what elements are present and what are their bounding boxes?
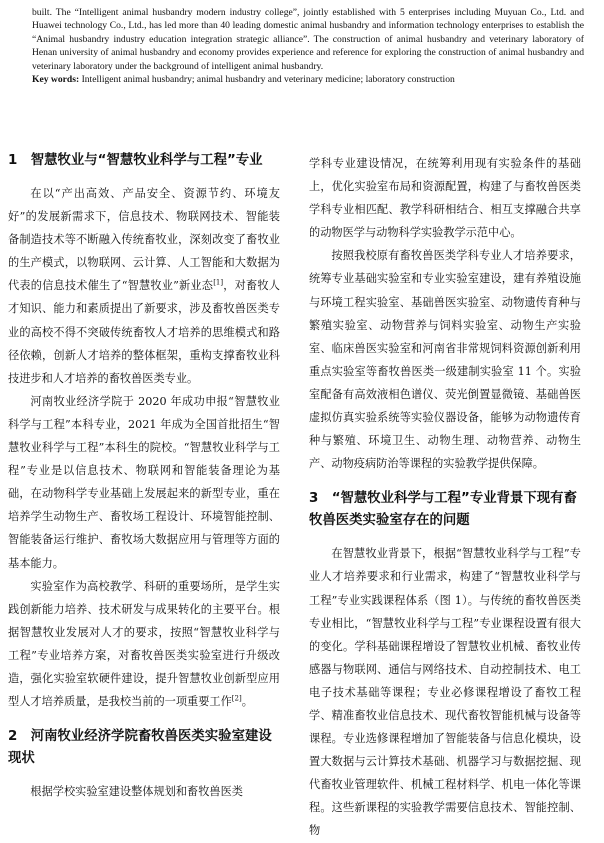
paragraph-5: 按照我校原有畜牧兽医类学科专业人才培养要求，统筹专业基础实验室和专业实验室建设，建有养殖设施与环境工程实验室、基础兽医实验室、动物遗传育种与繁殖实验室、动物营养与饲料实验室、动物生产实验室、临床兽医实验室和河南省非常规饲料资源创新利用重点实验室等畜牧兽医类一级建制实验室 11 个。实验室配备有高效液相色谱仪、荧光倒置显微镜、基础兽医虚拟仿真实验系统等实验仪器设备，能够为动物遗传育种与繁殖、环境卫生、动物生理、动物营养、动物生产、动物疫病防治等课程的实验教学提供保障。 — [309, 249, 581, 471]
citation-2: [2] — [231, 694, 242, 703]
right-column — [309, 152, 581, 843]
keywords-line — [32, 73, 584, 86]
paragraph-1-text: 在以“产出高效、产品安全、资源节约、环境友好”的发展新需求下，信息技术、物联网技术、智能装备制造技术等不断融入传统畜牧业，深刻改变了畜牧业的生产模式，以物联网、云计算、人工智能和大数据为代表的信息技术催生了“智慧牧业”新业态 — [8, 187, 280, 293]
keywords-label: Key words: — [32, 74, 80, 86]
paragraph-4-continued: 学科专业建设情况，在统筹利用现有实验条件的基础上，优化实验室布局和资源配置，构建了与畜牧兽医类学科专业相匹配、教学科研相结合、相互支撑融合共享的动物医学与动物科学实验教学示范中心。 — [309, 157, 581, 240]
paragraph-3 — [8, 575, 280, 714]
left-column — [8, 150, 280, 803]
abstract-block — [32, 6, 584, 86]
abstract-body: built. The “Intelligent animal husbandry modern industry college”, jointly established with 5 enterprises including Muyuan Co., Ltd. and Huawei technology Co., Ltd., has led more than 40 leading domestic animal husbandry and information technology enterprises to establish the “Animal husbandry industry education integration strategic alliance”. The construction of animal husbandry and veterinary laboratory of Henan university of animal husbandry and economy provides experience and reference for exploring the construction of animal husbandry and veterinary laboratory under the background of intelligent animal husbandry. — [32, 7, 584, 72]
paragraph-4: 根据学校实验室建设整体规划和畜牧兽医类 — [30, 785, 243, 799]
citation-1: [1] — [213, 278, 224, 287]
keywords-text: Intelligent animal husbandry; animal husbandry and veterinary medicine; laboratory construction — [79, 74, 455, 86]
paragraph-3-text: 实验室作为高校教学、科研的重要场所，是学生实践创新能力培养、技术研发与成果转化的主要平台。根据智慧牧业发展对人才的要求，按照“智慧牧业科学与工程”专业培养方案，对畜牧兽医类实验室进行升级改造，强化实验室软硬件建设，提升智慧牧业创新型应用型人才培养质量，是我校当前的一项重要工作 — [8, 579, 280, 709]
paragraph-1 — [8, 182, 280, 390]
paragraph-6: 在智慧牧业背景下，根据“智慧牧业科学与工程”专业人才培养要求和行业需求，构建了“智慧牧业科学与工程”专业实践课程体系（图 1）。与传统的畜牧兽医类专业相比，“智慧牧业科学与工程”专业课程设置有很大的变化。学科基础课程增设了智慧牧业机械、畜牧业传感器与物联网、通信与网络技术、自动控制技术、电工电子技术基础等课程；专业必修课程增设了畜牧工程学、精准畜牧业信息技术、现代畜牧智能机械与设备等课程。专业选修课程增加了智能装备与信息化模块，设置大数据与云计算技术基础、机器学习与数据挖掘、现代畜牧业管理软件、机械工程材料学、机电一体化等课程。这些新课程的实验教学需要信息技术、智能控制、物 — [309, 547, 581, 838]
section-3-title: 3 “智慧牧业科学与工程”专业背景下现有畜牧兽医类实验室存在的问题 — [309, 491, 577, 529]
section-1-title: 1 智慧牧业与“智慧牧业科学与工程”专业 — [8, 153, 263, 168]
paragraph-2: 河南牧业经济学院于 2020 年成功申报“智慧牧业科学与工程”本科专业，2021 年成为全国首批招生“智慧牧业科学与工程”本科生的院校。“智慧牧业科学与工程”专业是以信息技术、物联网和智能装备理论为基础，在动物科学专业基础上发展起来的新型专业，重在培养学生动物生产、畜牧场工程设计、环境智能控制、智能装备运行维护、畜牧场大数据应用与管理等方面的基本能力。 — [8, 394, 280, 570]
paragraph-1-tail: ，对畜牧人才知识、能力和素质提出了新要求，涉及畜牧兽医类专业的高校不得不突破传统畜牧人才培养的思维模式和路径依赖，创新人才培养的整体框架，重构支撑畜牧业科技进步和人才培养的畜牧兽医类专业。 — [8, 279, 280, 385]
paragraph-3-tail: 。 — [241, 695, 253, 709]
section-2-title: 2 河南牧业经济学院畜牧兽医类实验室建设现状 — [8, 729, 272, 767]
